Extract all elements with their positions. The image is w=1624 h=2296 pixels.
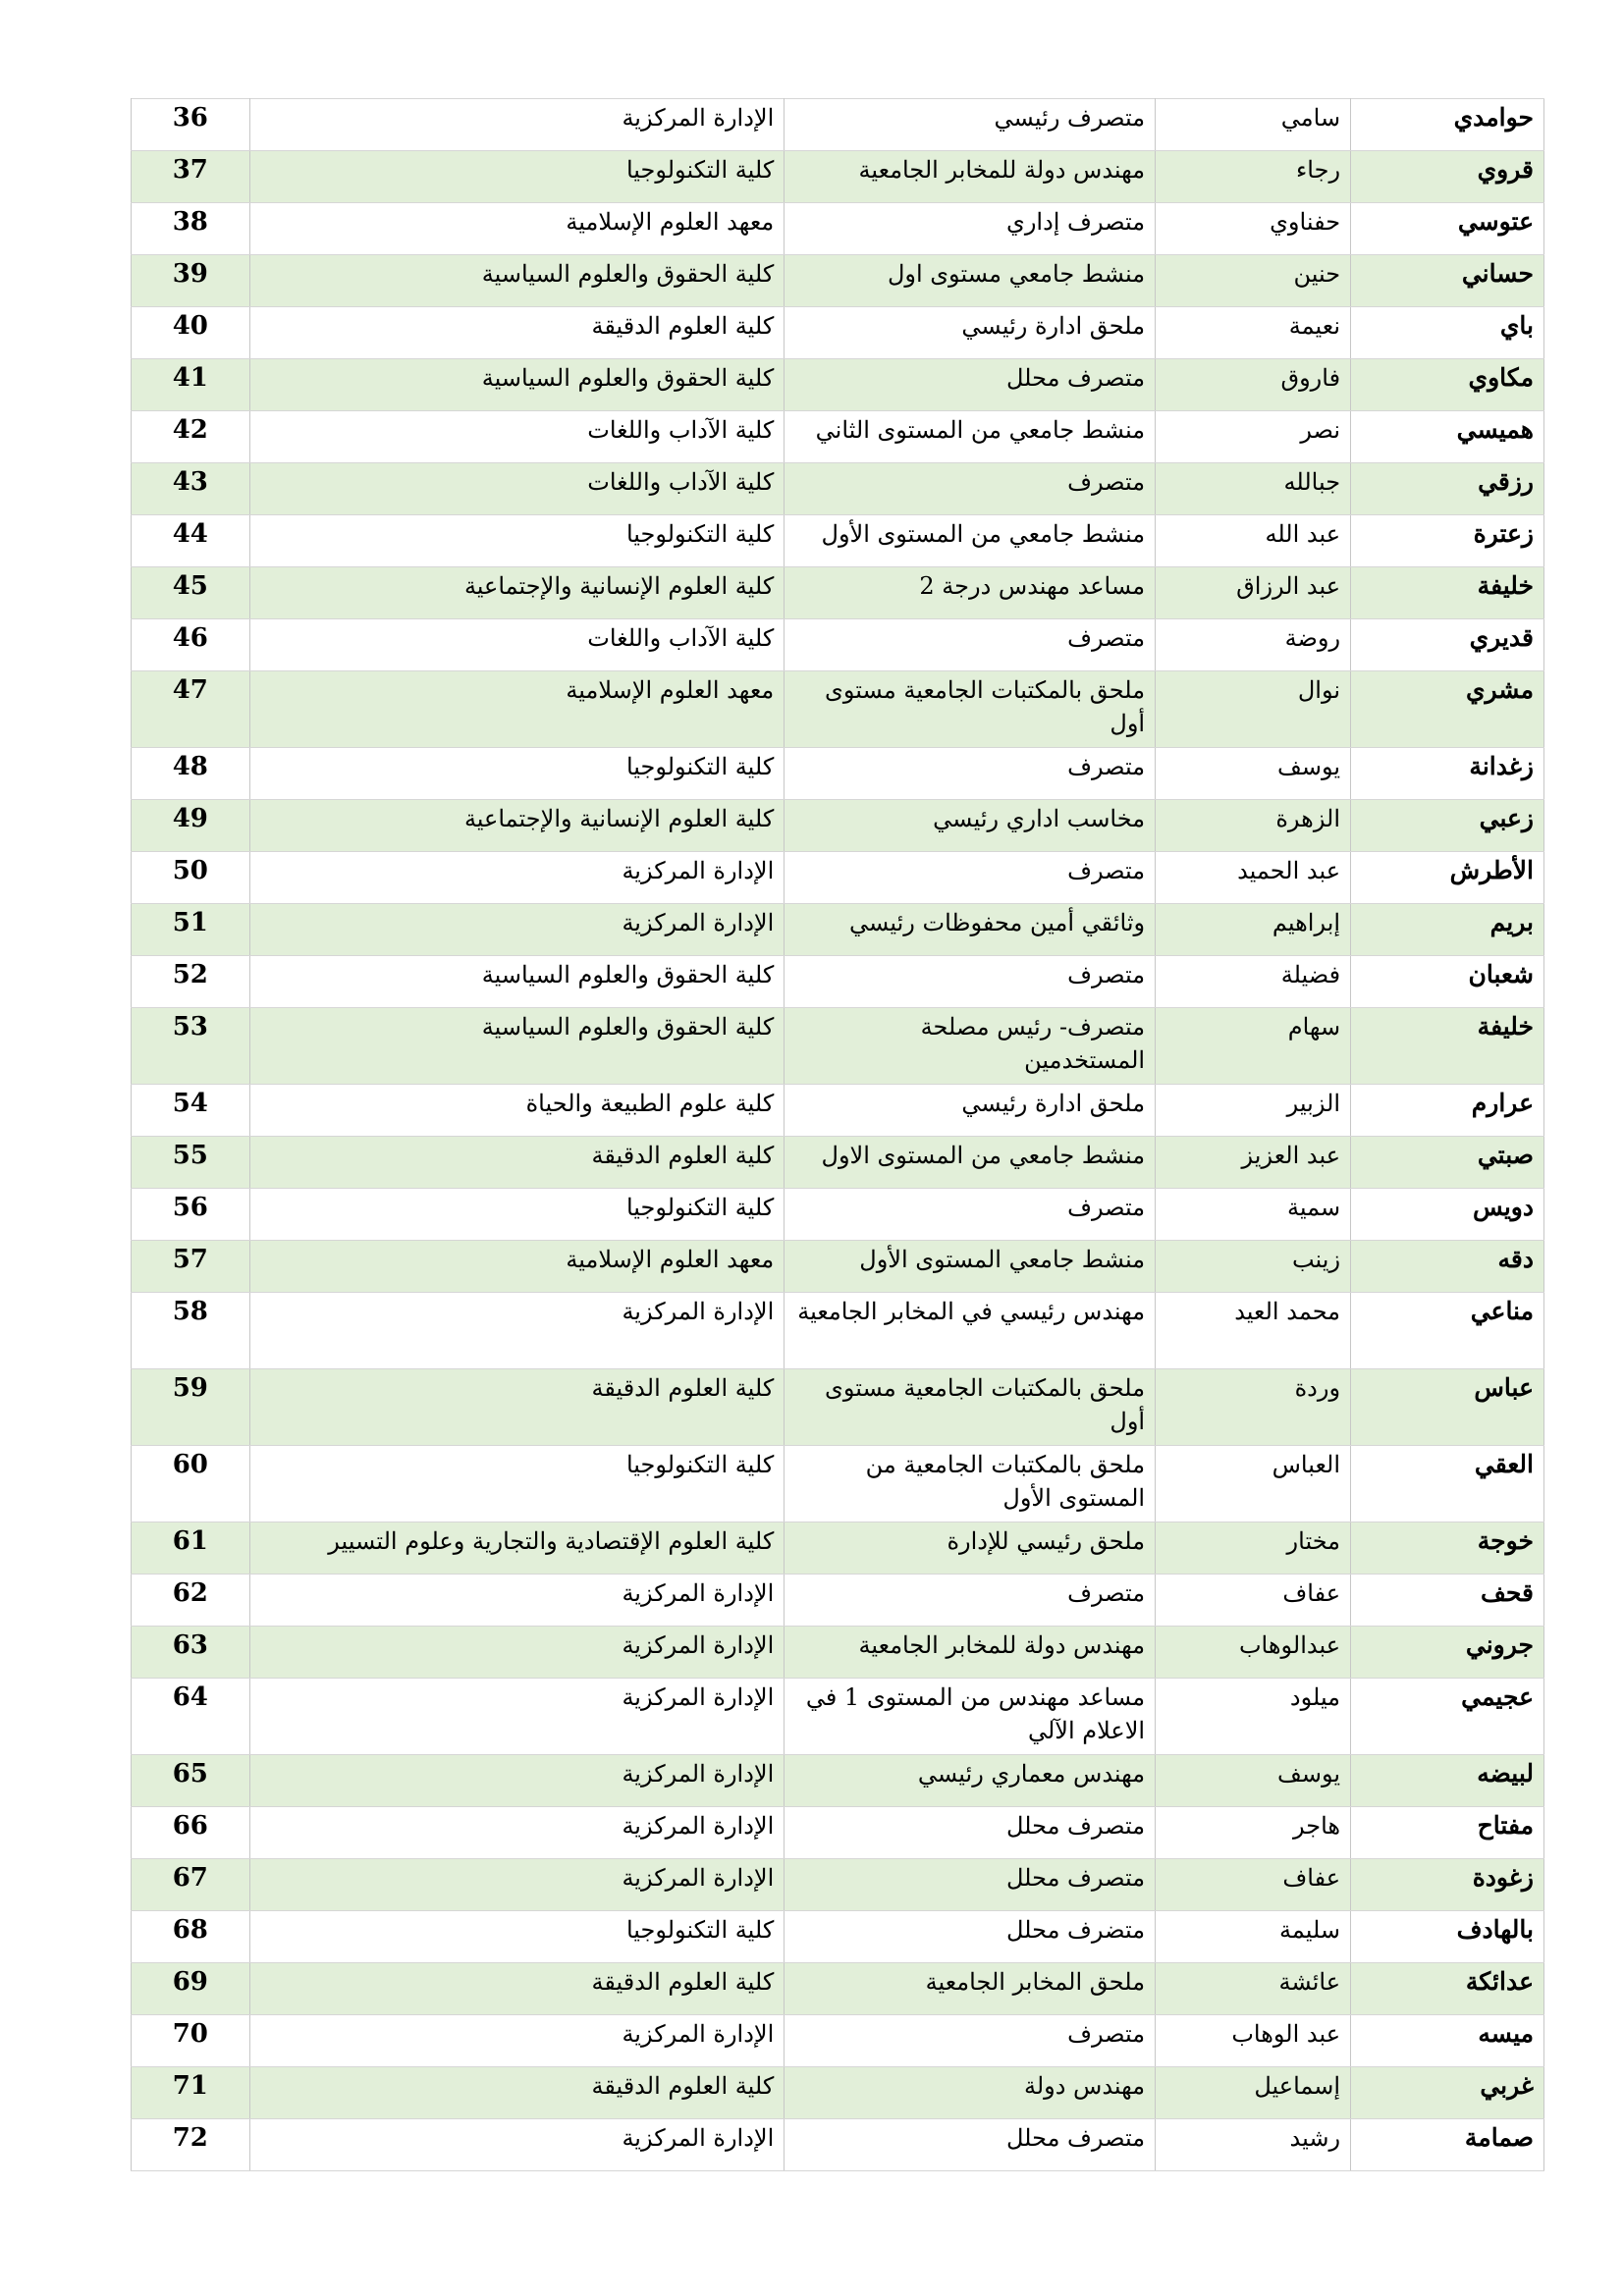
table-row (132, 1293, 1544, 1369)
last-name-cell: رزقي (1351, 463, 1544, 515)
grade-cell: متصرف (785, 748, 1156, 800)
department-cell: الإدارة المركزية (249, 1575, 785, 1627)
row-number-cell: 70 (132, 2015, 250, 2067)
row-number-cell: 67 (132, 1859, 250, 1911)
last-name-cell: قديري (1351, 619, 1544, 671)
table-row (132, 852, 1544, 904)
row-number-cell: 41 (132, 359, 250, 411)
first-name-cell: عبد الرزاق (1156, 567, 1351, 619)
table-row (132, 359, 1544, 411)
department-cell: كلية العلوم الدقيقة (249, 1137, 785, 1189)
table-row (132, 1522, 1544, 1575)
staff-table (131, 98, 1544, 2171)
last-name-cell: غربي (1351, 2067, 1544, 2119)
first-name-cell: عبدالوهاب (1156, 1627, 1351, 1679)
first-name-cell: فاروق (1156, 359, 1351, 411)
department-cell: كلية التكنولوجيا (249, 748, 785, 800)
table-row (132, 671, 1544, 748)
row-number-cell: 64 (132, 1679, 250, 1755)
last-name-cell: حساني (1351, 255, 1544, 307)
row-number-cell: 54 (132, 1085, 250, 1137)
last-name-cell: مكاوي (1351, 359, 1544, 411)
table-row (132, 1807, 1544, 1859)
first-name-cell: الزهرة (1156, 800, 1351, 852)
department-cell: معهد العلوم الإسلامية (249, 671, 785, 748)
first-name-cell: حنين (1156, 255, 1351, 307)
department-cell: كلية العلوم الإقتصادية والتجارية وعلوم التسيير (249, 1522, 785, 1575)
department-cell: كلية الحقوق والعلوم السياسية (249, 956, 785, 1008)
table-row (132, 1241, 1544, 1293)
last-name-cell: هميسي (1351, 411, 1544, 463)
table-row (132, 904, 1544, 956)
last-name-cell: لبيضه (1351, 1755, 1544, 1807)
table-row (132, 1189, 1544, 1241)
last-name-cell: ميسه (1351, 2015, 1544, 2067)
row-number-cell: 36 (132, 99, 250, 151)
first-name-cell: عفاف (1156, 1859, 1351, 1911)
first-name-cell: عبد الله (1156, 515, 1351, 567)
department-cell: كلية الآداب واللغات (249, 411, 785, 463)
row-number-cell: 52 (132, 956, 250, 1008)
last-name-cell: قحف (1351, 1575, 1544, 1627)
table-row (132, 2015, 1544, 2067)
last-name-cell: الأطرش (1351, 852, 1544, 904)
grade-cell: ملحق رئيسي للإدارة (785, 1522, 1156, 1575)
department-cell: كلية التكنولوجيا (249, 1446, 785, 1522)
grade-cell: وثائقي أمين محفوظات رئيسي (785, 904, 1156, 956)
table-row (132, 567, 1544, 619)
table-row (132, 411, 1544, 463)
last-name-cell: بالهادف (1351, 1911, 1544, 1963)
grade-cell: منشط جامعي المستوى الأول (785, 1241, 1156, 1293)
last-name-cell: العقي (1351, 1446, 1544, 1522)
department-cell: الإدارة المركزية (249, 1859, 785, 1911)
department-cell: الإدارة المركزية (249, 1807, 785, 1859)
department-cell: الإدارة المركزية (249, 852, 785, 904)
last-name-cell: دويس (1351, 1189, 1544, 1241)
department-cell: كلية الحقوق والعلوم السياسية (249, 255, 785, 307)
department-cell: كلية الحقوق والعلوم السياسية (249, 359, 785, 411)
department-cell: كلية التكنولوجيا (249, 151, 785, 203)
department-cell: الإدارة المركزية (249, 1627, 785, 1679)
row-number-cell: 43 (132, 463, 250, 515)
department-cell: كلية التكنولوجيا (249, 515, 785, 567)
last-name-cell: قروي (1351, 151, 1544, 203)
row-number-cell: 69 (132, 1963, 250, 2015)
department-cell: كلية الآداب واللغات (249, 463, 785, 515)
grade-cell: متصرف محلل (785, 2119, 1156, 2171)
table-row (132, 1446, 1544, 1522)
table-row (132, 956, 1544, 1008)
table-row (132, 1911, 1544, 1963)
department-cell: معهد العلوم الإسلامية (249, 1241, 785, 1293)
row-number-cell: 40 (132, 307, 250, 359)
grade-cell: مهندس معماري رئيسي (785, 1755, 1156, 1807)
row-number-cell: 56 (132, 1189, 250, 1241)
grade-cell: متصرف رئيسي (785, 99, 1156, 151)
row-number-cell: 66 (132, 1807, 250, 1859)
table-row (132, 151, 1544, 203)
first-name-cell: جبالله (1156, 463, 1351, 515)
grade-cell: مساعد مهندس من المستوى 1 في الاعلام الآلي (785, 1679, 1156, 1755)
row-number-cell: 72 (132, 2119, 250, 2171)
grade-cell: مهندس دولة (785, 2067, 1156, 2119)
row-number-cell: 48 (132, 748, 250, 800)
first-name-cell: ميلود (1156, 1679, 1351, 1755)
grade-cell: ملحق ادارة رئيسي (785, 1085, 1156, 1137)
first-name-cell: نعيمة (1156, 307, 1351, 359)
row-number-cell: 37 (132, 151, 250, 203)
first-name-cell: وردة (1156, 1369, 1351, 1446)
last-name-cell: مناعي (1351, 1293, 1544, 1369)
table-row (132, 1755, 1544, 1807)
row-number-cell: 47 (132, 671, 250, 748)
grade-cell: متصرف محلل (785, 359, 1156, 411)
last-name-cell: حوامدي (1351, 99, 1544, 151)
department-cell: كلية العلوم الإنسانية والإجتماعية (249, 800, 785, 852)
table-row (132, 1137, 1544, 1189)
grade-cell: ملحق بالمكتبات الجامعية من المستوى الأول (785, 1446, 1156, 1522)
first-name-cell: إسماعيل (1156, 2067, 1351, 2119)
grade-cell: متصرف (785, 956, 1156, 1008)
table-row (132, 800, 1544, 852)
grade-cell: مهندس دولة للمخابر الجامعية (785, 151, 1156, 203)
department-cell: كلية التكنولوجيا (249, 1911, 785, 1963)
first-name-cell: زينب (1156, 1241, 1351, 1293)
row-number-cell: 61 (132, 1522, 250, 1575)
grade-cell: متصرف إداري (785, 203, 1156, 255)
last-name-cell: باي (1351, 307, 1544, 359)
last-name-cell: خليفة (1351, 1008, 1544, 1085)
first-name-cell: عبد العزيز (1156, 1137, 1351, 1189)
grade-cell: متصرف- رئيس مصلحة المستخدمين (785, 1008, 1156, 1085)
grade-cell: متصرف (785, 852, 1156, 904)
table-row (132, 99, 1544, 151)
first-name-cell: سامي (1156, 99, 1351, 151)
last-name-cell: عتوسي (1351, 203, 1544, 255)
last-name-cell: بريم (1351, 904, 1544, 956)
row-number-cell: 65 (132, 1755, 250, 1807)
first-name-cell: هاجر (1156, 1807, 1351, 1859)
department-cell: الإدارة المركزية (249, 2119, 785, 2171)
last-name-cell: خليفة (1351, 567, 1544, 619)
row-number-cell: 46 (132, 619, 250, 671)
grade-cell: ملحق بالمكتبات الجامعية مستوى أول (785, 671, 1156, 748)
first-name-cell: روضة (1156, 619, 1351, 671)
grade-cell: متصرف (785, 463, 1156, 515)
last-name-cell: زعترة (1351, 515, 1544, 567)
grade-cell: ملحق ادارة رئيسي (785, 307, 1156, 359)
last-name-cell: صمامة (1351, 2119, 1544, 2171)
row-number-cell: 62 (132, 1575, 250, 1627)
table-row (132, 748, 1544, 800)
first-name-cell: رشيد (1156, 2119, 1351, 2171)
row-number-cell: 39 (132, 255, 250, 307)
department-cell: الإدارة المركزية (249, 1679, 785, 1755)
department-cell: الإدارة المركزية (249, 99, 785, 151)
first-name-cell: يوسف (1156, 1755, 1351, 1807)
first-name-cell: سمية (1156, 1189, 1351, 1241)
table-row (132, 1369, 1544, 1446)
grade-cell: ملحق المخابر الجامعية (785, 1963, 1156, 2015)
first-name-cell: يوسف (1156, 748, 1351, 800)
row-number-cell: 63 (132, 1627, 250, 1679)
department-cell: كلية التكنولوجيا (249, 1189, 785, 1241)
first-name-cell: الزبير (1156, 1085, 1351, 1137)
table-row (132, 619, 1544, 671)
grade-cell: متصرف (785, 2015, 1156, 2067)
row-number-cell: 58 (132, 1293, 250, 1369)
department-cell: معهد العلوم الإسلامية (249, 203, 785, 255)
first-name-cell: مختار (1156, 1522, 1351, 1575)
row-number-cell: 50 (132, 852, 250, 904)
last-name-cell: جروني (1351, 1627, 1544, 1679)
row-number-cell: 60 (132, 1446, 250, 1522)
first-name-cell: حفناوي (1156, 203, 1351, 255)
table-row (132, 1575, 1544, 1627)
last-name-cell: خوجة (1351, 1522, 1544, 1575)
table-row (132, 515, 1544, 567)
last-name-cell: عجيمي (1351, 1679, 1544, 1755)
first-name-cell: سليمة (1156, 1911, 1351, 1963)
table-row (132, 2067, 1544, 2119)
department-cell: كلية الآداب واللغات (249, 619, 785, 671)
grade-cell: مهندس رئيسي في المخابر الجامعية (785, 1293, 1156, 1369)
row-number-cell: 45 (132, 567, 250, 619)
last-name-cell: زغدانة (1351, 748, 1544, 800)
table-row (132, 1085, 1544, 1137)
first-name-cell: نصر (1156, 411, 1351, 463)
department-cell: الإدارة المركزية (249, 1293, 785, 1369)
first-name-cell: عفاف (1156, 1575, 1351, 1627)
grade-cell: منشط جامعي من المستوى الاول (785, 1137, 1156, 1189)
table-row (132, 255, 1544, 307)
grade-cell: مخاسب اداري رئيسي (785, 800, 1156, 852)
row-number-cell: 57 (132, 1241, 250, 1293)
department-cell: الإدارة المركزية (249, 1755, 785, 1807)
last-name-cell: دقه (1351, 1241, 1544, 1293)
row-number-cell: 44 (132, 515, 250, 567)
table-row (132, 1963, 1544, 2015)
department-cell: كلية العلوم الدقيقة (249, 1963, 785, 2015)
first-name-cell: عبد الحميد (1156, 852, 1351, 904)
grade-cell: متضرف محلل (785, 1911, 1156, 1963)
department-cell: كلية العلوم الإنسانية والإجتماعية (249, 567, 785, 619)
last-name-cell: صبتي (1351, 1137, 1544, 1189)
first-name-cell: نوال (1156, 671, 1351, 748)
grade-cell: منشط جامعي من المستوى الأول (785, 515, 1156, 567)
grade-cell: متصرف محلل (785, 1807, 1156, 1859)
last-name-cell: زعبي (1351, 800, 1544, 852)
row-number-cell: 71 (132, 2067, 250, 2119)
table-row (132, 1679, 1544, 1755)
first-name-cell: محمد العيد (1156, 1293, 1351, 1369)
row-number-cell: 49 (132, 800, 250, 852)
table-row (132, 1859, 1544, 1911)
last-name-cell: مفتاح (1351, 1807, 1544, 1859)
row-number-cell: 51 (132, 904, 250, 956)
table-row (132, 1008, 1544, 1085)
first-name-cell: سهام (1156, 1008, 1351, 1085)
table-row (132, 1627, 1544, 1679)
department-cell: كلية العلوم الدقيقة (249, 2067, 785, 2119)
first-name-cell: عبد الوهاب (1156, 2015, 1351, 2067)
department-cell: كلية العلوم الدقيقة (249, 1369, 785, 1446)
grade-cell: منشط جامعي مستوى اول (785, 255, 1156, 307)
grade-cell: متصرف (785, 1575, 1156, 1627)
row-number-cell: 68 (132, 1911, 250, 1963)
row-number-cell: 59 (132, 1369, 250, 1446)
last-name-cell: عباس (1351, 1369, 1544, 1446)
row-number-cell: 53 (132, 1008, 250, 1085)
grade-cell: متصرف (785, 1189, 1156, 1241)
row-number-cell: 38 (132, 203, 250, 255)
department-cell: الإدارة المركزية (249, 2015, 785, 2067)
first-name-cell: عائشة (1156, 1963, 1351, 2015)
last-name-cell: شعبان (1351, 956, 1544, 1008)
department-cell: كلية الحقوق والعلوم السياسية (249, 1008, 785, 1085)
grade-cell: ملحق بالمكتبات الجامعية مستوى أول (785, 1369, 1156, 1446)
grade-cell: منشط جامعي من المستوى الثاني (785, 411, 1156, 463)
grade-cell: مساعد مهندس درجة 2 (785, 567, 1156, 619)
first-name-cell: إبراهيم (1156, 904, 1351, 956)
grade-cell: متصرف (785, 619, 1156, 671)
first-name-cell: العباس (1156, 1446, 1351, 1522)
table-body (132, 99, 1544, 2171)
grade-cell: متصرف محلل (785, 1859, 1156, 1911)
table-row (132, 463, 1544, 515)
department-cell: الإدارة المركزية (249, 904, 785, 956)
table-row (132, 2119, 1544, 2171)
grade-cell: مهندس دولة للمخابر الجامعية (785, 1627, 1156, 1679)
last-name-cell: عرارم (1351, 1085, 1544, 1137)
table-row (132, 307, 1544, 359)
row-number-cell: 55 (132, 1137, 250, 1189)
last-name-cell: مشري (1351, 671, 1544, 748)
first-name-cell: فضيلة (1156, 956, 1351, 1008)
department-cell: كلية علوم الطبيعة والحياة (249, 1085, 785, 1137)
last-name-cell: زغودة (1351, 1859, 1544, 1911)
row-number-cell: 42 (132, 411, 250, 463)
table-row (132, 203, 1544, 255)
last-name-cell: عدائكة (1351, 1963, 1544, 2015)
first-name-cell: رجاء (1156, 151, 1351, 203)
department-cell: كلية العلوم الدقيقة (249, 307, 785, 359)
